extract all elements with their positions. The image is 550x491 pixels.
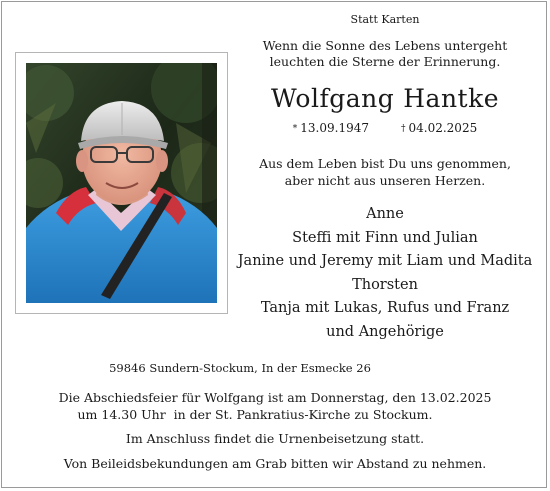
birth-date: 13.09.1947 <box>300 121 369 135</box>
address-line: 59846 Sundern-Stockum, In der Esmecke 26 <box>109 361 371 375</box>
opening-poem <box>235 38 535 70</box>
family-member: Tanja mit Lukas, Rufus und Franz <box>260 300 510 317</box>
burial-info: Im Anschluss findet die Urnenbeisetzung statt. <box>125 431 425 446</box>
last-name: Hantke <box>403 84 500 113</box>
life-dates <box>235 120 535 137</box>
birth-date-group <box>293 120 369 137</box>
family-member: Thorsten <box>352 276 418 293</box>
first-name: Wolfgang <box>270 84 395 113</box>
portrait-frame <box>15 52 228 314</box>
poem-line-2: leuchten die Sterne der Erinnerung. <box>269 54 501 69</box>
family-list <box>235 203 535 345</box>
family-member: Anne <box>366 206 404 222</box>
family-member: Steffi mit Finn und Julian <box>292 229 478 246</box>
death-cross-icon: † <box>401 124 406 134</box>
birth-star-icon: * <box>292 124 298 134</box>
deceased-name <box>235 82 535 116</box>
poem-line-1: Wenn die Sonne des Lebens untergeht <box>262 38 508 53</box>
portrait-photo <box>26 63 217 303</box>
ceremony-line-2: um 14.30 Uhr in der St. Pankratius-Kirche zu Stockum. <box>77 407 433 422</box>
ceremony-info <box>0 389 550 423</box>
family-member: Janine und Jeremy mit Liam und Madita <box>237 253 533 270</box>
memorial-quote <box>235 155 535 189</box>
statt-karten-note: Statt Karten <box>350 13 420 26</box>
condolence-note: Von Beileidsbekundungen am Grab bitten wir Abstand zu nehmen. <box>63 456 487 471</box>
quote-line-1: Aus dem Leben bist Du uns genommen, <box>259 156 511 171</box>
quote-line-2: aber nicht aus unseren Herzen. <box>284 173 486 188</box>
death-date: 04.02.2025 <box>408 121 478 135</box>
death-date-group <box>401 121 477 135</box>
ceremony-line-1: Die Abschiedsfeier für Wolfgang ist am Donnerstag, den 13.02.2025 <box>58 390 492 405</box>
family-member: und Angehörige <box>326 323 444 340</box>
